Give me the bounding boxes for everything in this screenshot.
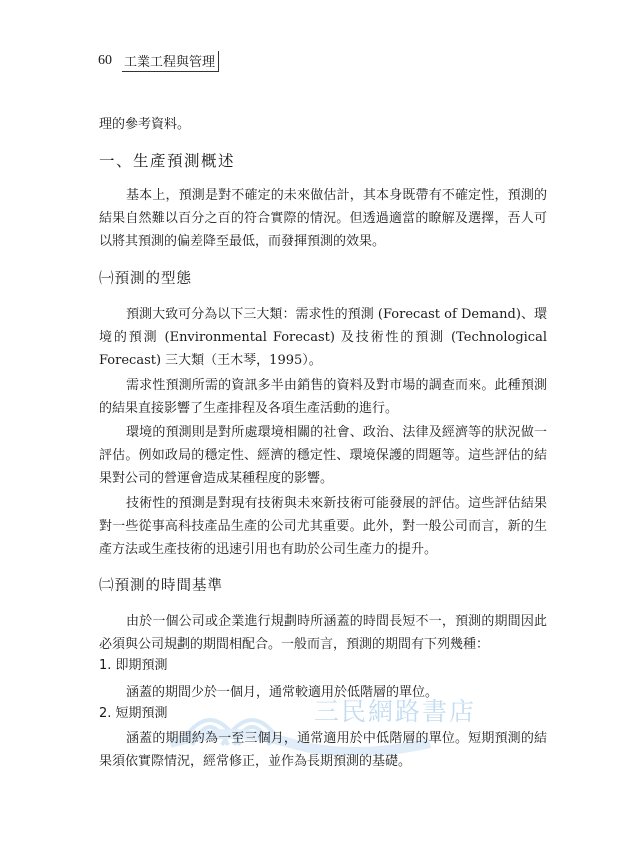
subsection-heading-types: ㈠預測的型態	[99, 271, 192, 287]
list-item-label-immediate: 1. 即期預測	[99, 658, 168, 673]
paragraph-technology-forecast: 技術性的預測是對現有技術與未來新技術可能發展的評估。這些評估結果對一些從事高科技產品生產的公司尤其重要。此外，對一般公司而言，新的生產方法或生產技術的迅速引用也有助於公司生產力的提升。	[99, 496, 547, 557]
list-item-text-short: 涵蓋的期間約為一至三個月，通常適用於中低階層的單位。短期預測的結果須依實際情況，經常修正，並作為長期預測的基礎。	[99, 731, 547, 769]
list-item-text-immediate: 涵蓋的期間少於一個月，通常較適用於低階層的單位。	[126, 685, 439, 700]
paragraph-time-basis: 由於一個公司或企業進行規劃時所涵蓋的時間長短不一，預測的期間因此必須與公司規劃的期間相配合。一般而言，預測的期間有下列幾種：	[99, 614, 547, 652]
watermark-text: 三民網路書店	[314, 697, 477, 726]
paragraph-demand-forecast: 需求性預測所需的資訊多半由銷售的資料及對市場的調查而來。此種預測的結果直接影響了生產排程及各項生產活動的進行。	[99, 378, 547, 416]
page-header	[98, 52, 219, 70]
paragraph-environment-forecast: 環境的預測則是對所處環境相關的社會、政治、法律及經濟等的狀況做一評估。例如政局的穩定性、經濟的穩定性、環境保護的問題等。這些評估的結果對公司的營運會造成某種程度的影響。	[99, 425, 547, 486]
page-number: 60	[98, 53, 112, 68]
book-title: 工業工程與管理	[122, 51, 219, 72]
subsection-heading-time: ㈡預測的時間基準	[99, 578, 223, 594]
list-item-label-short: 2. 短期預測	[99, 706, 168, 721]
section-paragraph: 基本上，預測是對不確定的未來做估計，其本身既帶有不確定性，預測的結果自然難以百分之百的符合實際的情況。但透過適當的瞭解及選擇，吾人可以將其預測的偏差降至最低，而發揮預測的效果。	[99, 188, 547, 249]
paragraph-types-intro: 預測大致可分為以下三大類：需求性的預測 (Forecast of Demand)、環境的預測 (Environmental Forecast) 及技術性的預測 (Technological Forecast) 三大類（王木琴，1995）。	[99, 307, 547, 368]
section-heading: 一、生產預測概述	[99, 152, 236, 170]
intro-line: 理的參考資料。	[99, 117, 191, 132]
